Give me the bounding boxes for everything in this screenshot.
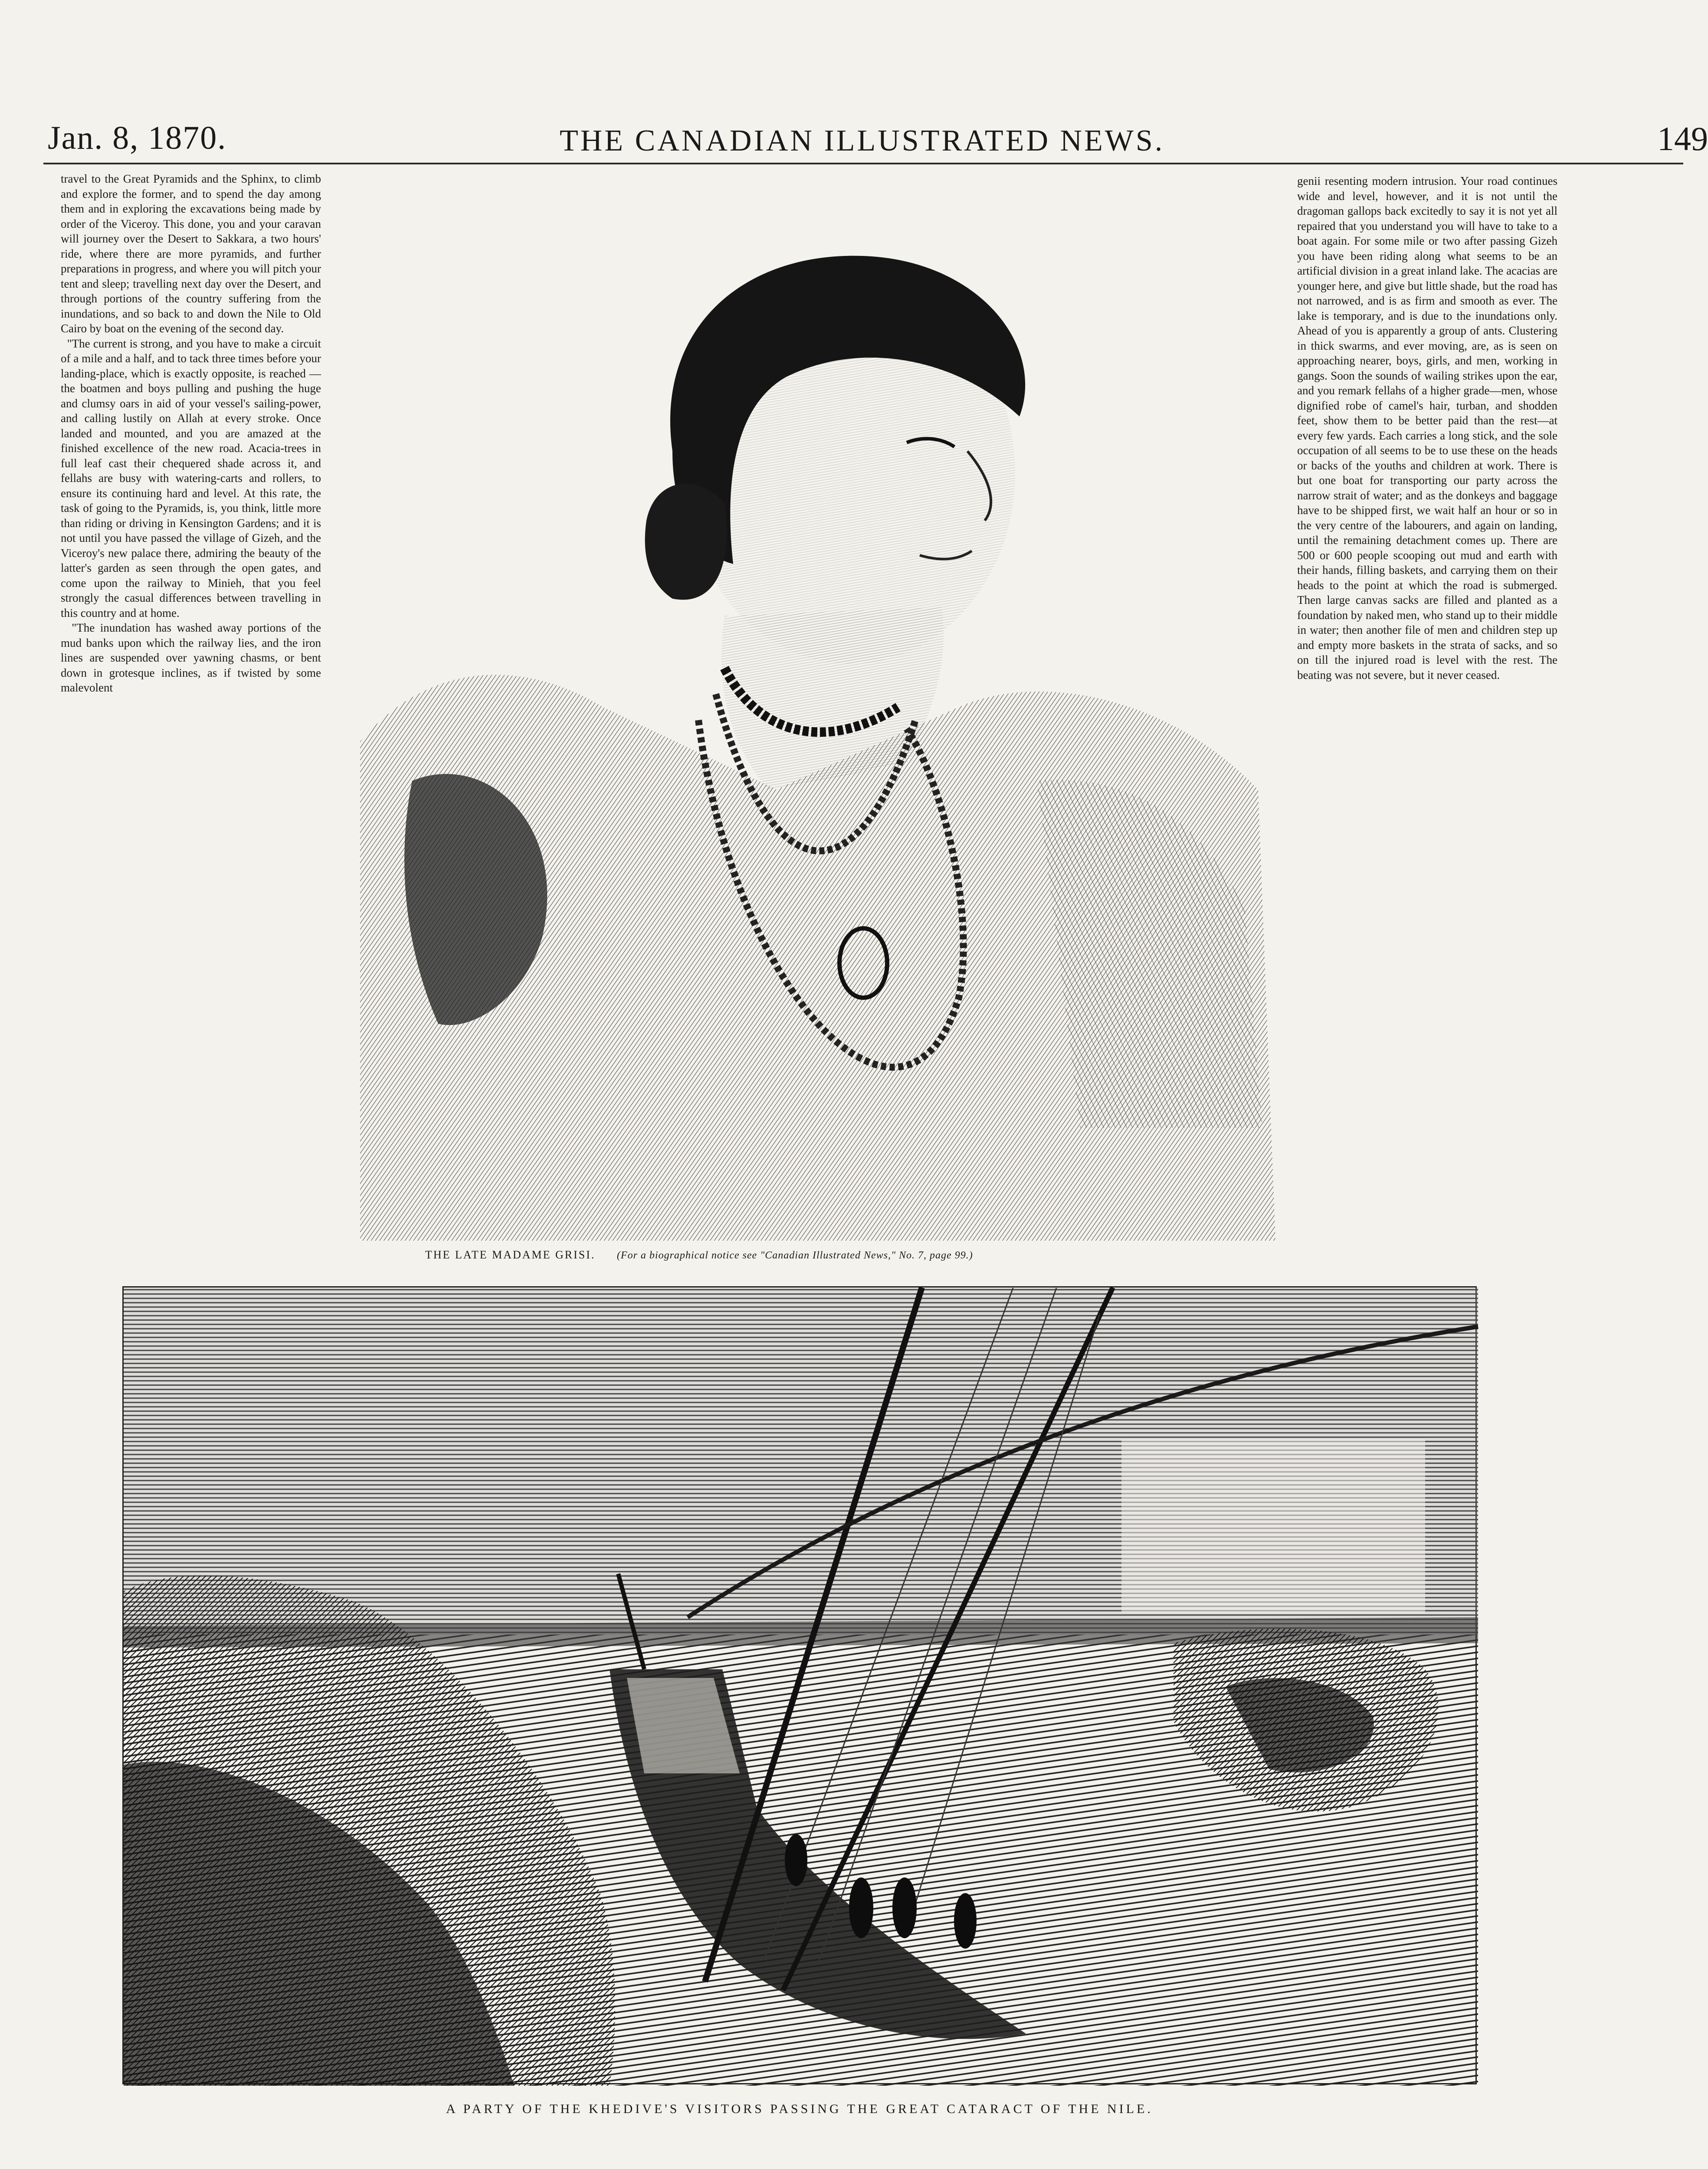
newspaper-title: THE CANADIAN ILLUSTRATED NEWS. bbox=[560, 124, 1165, 157]
portrait-caption-note: (For a biographical notice see "Canadian Illustrated News," No. 7, page 99.) bbox=[616, 1250, 973, 1261]
masthead bbox=[43, 111, 1708, 163]
engraving-caption: A PARTY OF THE KHEDIVE'S VISITORS PASSING THE GREAT CATARACT OF THE NILE. bbox=[446, 2102, 1153, 2116]
portrait-caption bbox=[425, 1248, 1249, 1266]
portrait-caption-title: THE LATE MADAME GRISI. bbox=[425, 1248, 596, 1261]
cataract-engraving bbox=[122, 1286, 1477, 2084]
article-column-left: travel to the Great Pyramids and the Sphinx, to climb and explore the former, and to spend the day among them and in exploring the excavations being made by order of the Viceroy. This done, you and your caravan will journey over the Desert to Sakkara, a two hours' ride, where there are more pyramids, and further preparations in progress, and where you will pitch your tent and sleep; travelling next day over the Desert, and through portions of the country suffering from the inundations, and so back to and down the Nile to Old Cairo by boat on the evening of the second day. "The current is strong, and you have to make a circuit of a mile and a half, and to tack three times before your landing-place, which is exactly opposite, is reached — the boatmen and boys pulling and pushing the huge and clumsy oars in aid of your vessel's sailing-power, and calling lustily on Allah at every stroke. Once landed and mounted, and you are amazed at the finished excellence of the new road. Acacia-trees in full leaf cast their chequered shade across it, and fellahs are busy with watering-carts and rollers, to ensure its continuing hard and level. At this rate, the task of going to the Pyramids, is, you think, little more than riding or driving in Kensington Gardens; and it is not until you have passed the village of Gizeh, and the Viceroy's new palace there, admiring the beauty of the latter's garden as seen through the open gates, and come upon the railway to Minieh, that you feel strongly the casual differences between travelling in this country and at home. "The inundation has washed away portions of the mud banks upon which the railway lies, and the iron lines are suspended over yawning chasms, or bent down in grotesque inclines, as if twisted by some malevolent bbox=[61, 172, 321, 694]
issue-date: Jan. 8, 1870. bbox=[48, 120, 227, 156]
portrait-engraving bbox=[343, 174, 1275, 1241]
page-number: 149 bbox=[1657, 120, 1708, 157]
masthead-rule bbox=[43, 163, 1683, 164]
article-column-right: genii resenting modern intrusion. Your road continues wide and level, however, and it is not until the dragoman gallops back excitedly to say it is not yet all repaired that you understand you will have to take to a boat again. For some mile or two after passing Gizeh you have been riding along what seems to be an artificial division in a great inland lake. The acacias are younger here, and give but little shade, but the road has not narrowed, and is as firm and smooth as ever. The lake is temporary, and is due to the inundations only. Ahead of you is apparently a group of ants. Clustering in thick swarms, and ever moving, are, as is seen on approaching nearer, boys, girls, and men, working in gangs. Soon the sounds of wailing strikes upon the ear, and you remark fellahs of a higher grade—men, whose dignified robe of camel's hair, turban, and shodden feet, show them to be better paid than the rest—at every few yards. Each carries a long stick, and the sole occupation of all seems to be to use these on the heads or backs of the youths and children at work. There is but one boat for transporting our party across the narrow strait of water; and as the donkeys and baggage have to be shipped first, we wait half an hour or so in the very centre of the labourers, and again on landing, until the remaining detachment comes up. There are 500 or 600 people scooping out mud and earth with their hands, filling baskets, and carrying them on their heads to the point at which the road is submerged. Then large canvas sacks are filled and planted as a foundation by naked men, who stand up to their middle in water; then another file of men and children step up and empty more baskets in the strata of sacks, and so on till the injured road is level with the rest. The beating was not severe, but it never ceased. bbox=[1297, 174, 1560, 681]
